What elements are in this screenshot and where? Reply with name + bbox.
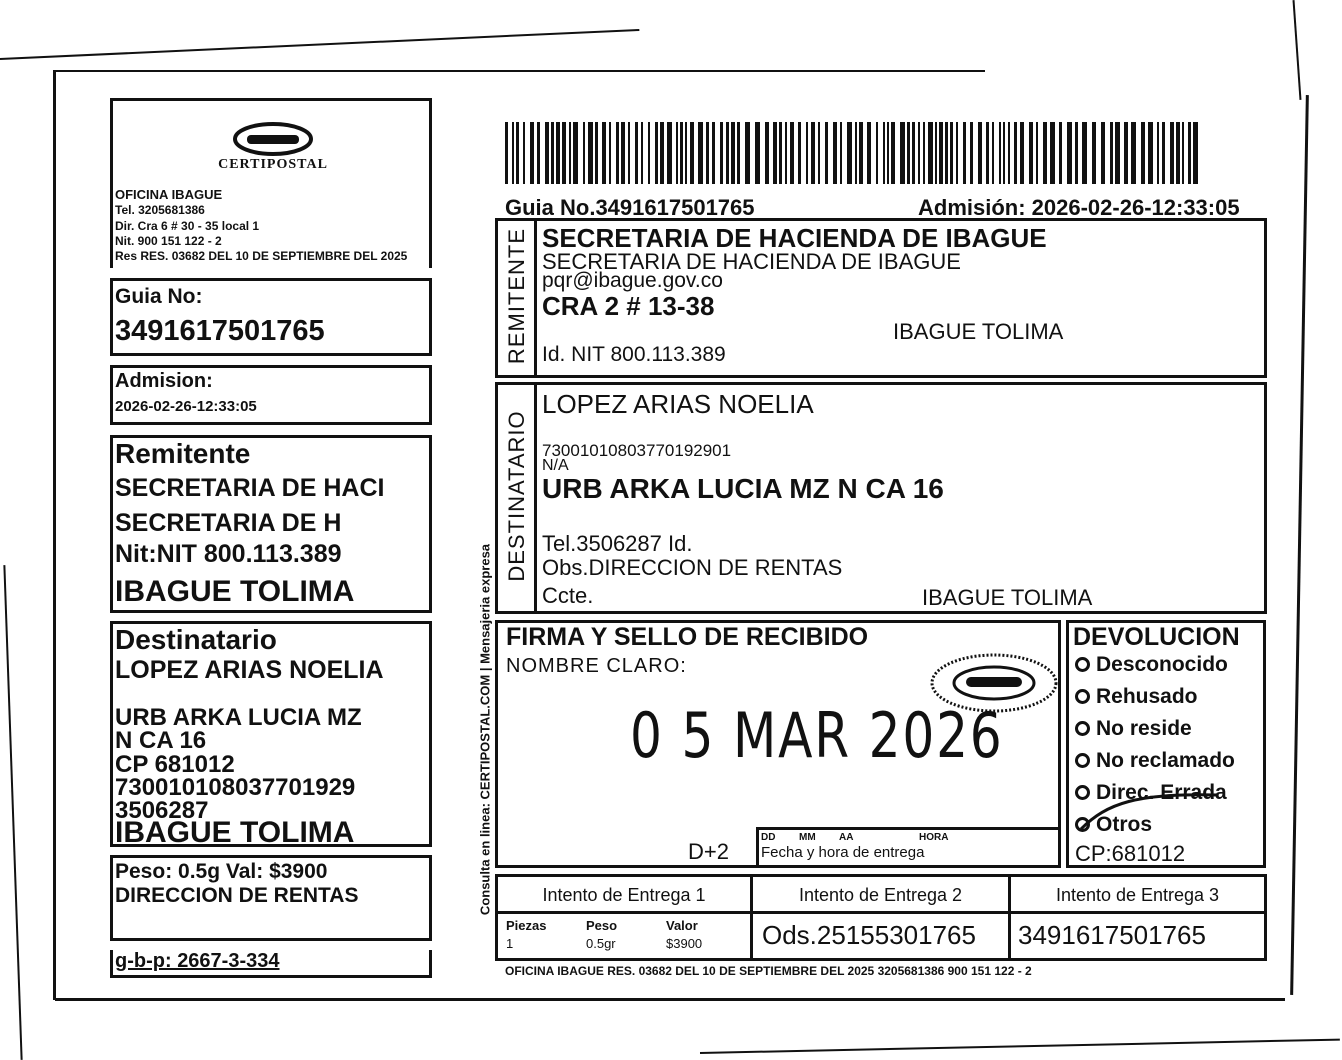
stamp-date: 0 5 MAR 2026: [630, 699, 1004, 772]
radio-circle-icon: [1075, 721, 1090, 736]
gbp-code: g-b-p: 2667-3-334: [115, 950, 280, 972]
barcode-bar: [978, 122, 982, 184]
barcode-bar: [573, 122, 578, 184]
rem-city: IBAGUE TOLIMA: [893, 319, 1064, 344]
barcode-bar: [551, 122, 554, 184]
barcode-bar: [1157, 122, 1159, 184]
rem-name: SECRETARIA DE HACIENDA DE IBAGUE: [542, 223, 1047, 253]
remitente-tab: REMITENTE: [504, 227, 529, 365]
barcode-bar: [779, 122, 782, 184]
piezas-value: 1: [506, 936, 514, 951]
barcode-bar: [602, 122, 606, 184]
barcode-bar: [712, 122, 715, 184]
intento-3: Intento de Entrega 3: [1055, 885, 1220, 905]
barcode-bar: [1101, 122, 1105, 184]
barcode-bar: [928, 122, 933, 184]
barcode-bar: [855, 122, 857, 184]
dest-name: LOPEZ ARIAS NOELIA: [115, 656, 384, 684]
left-remitente-box: [110, 435, 432, 613]
left-admision-box: [110, 365, 432, 425]
barcode-bar: [907, 122, 910, 184]
barcode-bar: [811, 122, 815, 184]
dest-name-right: LOPEZ ARIAS NOELIA: [542, 389, 814, 419]
barcode-bar: [1059, 122, 1062, 184]
fecha-label: Fecha y hora de entrega: [761, 844, 925, 861]
office-tel: Tel. 3205681386: [115, 203, 205, 217]
barcode-bar: [648, 122, 650, 184]
barcode-bar: [1029, 122, 1033, 184]
destinatario-box: [495, 382, 1267, 614]
date-mm-label: MM: [799, 832, 816, 843]
dest-addr2: N CA 16: [115, 727, 207, 754]
barcode-bar: [1110, 122, 1113, 184]
barcode-bar: [595, 122, 598, 184]
barcode-bar: [545, 122, 549, 184]
barcode-bar: [859, 122, 863, 184]
d-plus-2: D+2: [688, 839, 729, 864]
date-hora-label: HORA: [919, 832, 949, 843]
scan-edge-top: [0, 29, 639, 60]
devolucion-option[interactable]: Desconocido: [1075, 653, 1228, 677]
barcode-bar: [939, 122, 943, 184]
barcode-bar: [720, 122, 723, 184]
devolucion-option[interactable]: No reside: [1075, 717, 1192, 741]
office-res: Res RES. 03682 DEL 10 DE SEPTIEMBRE DEL 2025: [115, 249, 408, 263]
left-gbp-box: [110, 950, 432, 978]
barcode-bar: [1193, 122, 1198, 184]
barcode-bar: [956, 122, 958, 184]
piezas-label: Piezas: [506, 918, 547, 933]
remitente-line2: SECRETARIA DE H: [115, 509, 342, 537]
barcode-bar: [680, 122, 683, 184]
radio-circle-icon: [1075, 753, 1090, 768]
scan-edge-left2: [3, 565, 22, 1060]
barcode-bar: [556, 122, 560, 184]
side-consulta-text: Consulta en linea: CERTIPOSTAL.COM | Mensajeria expresa: [477, 543, 493, 916]
dest-addr1: URB ARKA LUCIA MZ: [115, 704, 362, 731]
barcode-bar: [1082, 122, 1087, 184]
dest-code-right: 73001010803770192901: [542, 441, 732, 460]
office-nit: Nit. 900 151 122 - 2: [115, 234, 222, 248]
barcode-bar: [1176, 122, 1180, 184]
barcode-bar: [883, 122, 885, 184]
admision-date: 2026-02-26-12:33:05: [115, 398, 257, 415]
barcode-bar: [840, 122, 842, 184]
intento-1: Intento de Entrega 1: [542, 885, 706, 905]
scan-edge-bottom: [55, 998, 1285, 1001]
barcode-bar: [685, 122, 687, 184]
barcode-bar: [505, 122, 508, 184]
barcode-bar: [523, 122, 525, 184]
firma-title: FIRMA Y SELLO DE RECIBIDO: [506, 623, 869, 651]
barcode-bar: [1043, 122, 1047, 184]
barcode-bar: [945, 122, 948, 184]
barcode-bar: [1020, 122, 1024, 184]
barcode-bar: [726, 122, 729, 184]
remitente-line1: SECRETARIA DE HACI: [115, 474, 385, 502]
barcode-bar: [628, 122, 630, 184]
dest-city: IBAGUE TOLIMA: [115, 816, 355, 849]
barcode-bar: [1131, 122, 1136, 184]
dest-ccte: Ccte.: [542, 583, 594, 608]
barcode-bar: [755, 122, 760, 184]
dest-obs-right: Obs.DIRECCION DE RENTAS: [542, 555, 843, 580]
date-aa-label: AA: [839, 832, 854, 843]
barcode-bar: [512, 122, 514, 184]
barcode-bar: [1014, 122, 1017, 184]
devolucion-box: [1066, 620, 1266, 868]
barcode-bar: [745, 122, 750, 184]
remitente-city: IBAGUE TOLIMA: [115, 575, 355, 608]
barcode-bar: [676, 122, 678, 184]
devolucion-title: DEVOLUCION: [1073, 623, 1240, 651]
barcode-bar: [765, 122, 769, 184]
barcode-bar: [950, 122, 953, 184]
barcode-bar: [1124, 122, 1128, 184]
firma-box: [495, 620, 1061, 868]
dest-code: 73001010803770192​9: [115, 774, 356, 801]
rem-addr: CRA 2 # 13-38: [542, 291, 715, 321]
remitente-nit: Nit:NIT 800.113.389: [115, 540, 342, 568]
barcode-bar: [1050, 122, 1055, 184]
rem-name2: SECRETARIA DE HACIENDA DE IBAGUE: [542, 249, 961, 274]
barcode-bar: [790, 122, 794, 184]
barcode-bar: [1115, 122, 1120, 184]
admision-line: Admisión: 2026-02-26-12:33:05: [918, 195, 1240, 220]
scan-edge-top2: [55, 70, 985, 72]
barcode-bar: [530, 122, 534, 184]
cp-code: CP:681012: [1075, 841, 1186, 866]
radio-circle-icon: [1075, 657, 1090, 672]
barcode-bar: [698, 122, 703, 184]
barcode-bar: [706, 122, 709, 184]
barcode-bar: [963, 122, 966, 184]
dest-tel: 3506287: [115, 797, 209, 824]
barcode: [505, 122, 1205, 184]
barcode-bar: [867, 122, 871, 184]
admision-label: Admision:: [115, 370, 213, 392]
barcode-bar: [731, 122, 735, 184]
devolucion-option[interactable]: No reclamado: [1075, 749, 1235, 773]
left-header-box: [110, 98, 432, 268]
barcode-bar: [1075, 122, 1078, 184]
barcode-bar: [935, 122, 937, 184]
info-row: [495, 911, 1267, 961]
barcode-bar: [583, 122, 585, 184]
barcode-bar: [1036, 122, 1038, 184]
footer-line: OFICINA IBAGUE RES. 03682 DEL 10 DE SEPTIEMBRE DEL 2025 3205681386 900 151 122 - 2: [505, 964, 1032, 978]
barcode-bar: [918, 122, 920, 184]
barcode-bar: [616, 122, 619, 184]
barcode-bar: [667, 122, 672, 184]
barcode-bar: [635, 122, 638, 184]
barcode-bar: [912, 122, 915, 184]
barcode-bar: [1188, 122, 1191, 184]
left-destinatario-box: [110, 621, 432, 847]
barcode-bar: [986, 122, 989, 184]
intento-2: Intento de Entrega 2: [798, 885, 963, 905]
office-name: OFICINA IBAGUE: [115, 187, 223, 202]
left-guia-box: [110, 278, 432, 356]
barcode-bar: [562, 122, 566, 184]
barcode-bar: [887, 122, 889, 184]
guia-bottom: 3491617501765: [1018, 920, 1206, 950]
scan-edge-left: [53, 70, 56, 1000]
dest-na: N/A: [542, 457, 569, 474]
barcode-bar: [621, 122, 625, 184]
radio-circle-icon: [1075, 689, 1090, 704]
barcode-bar: [1067, 122, 1072, 184]
devolucion-option[interactable]: Rehusado: [1075, 685, 1198, 709]
rem-id: Id. NIT 800.113.389: [542, 343, 726, 366]
barcode-bar: [818, 122, 820, 184]
barcode-bar: [1008, 122, 1010, 184]
logo-text: CERTIPOSTAL: [218, 157, 328, 172]
barcode-bar: [588, 122, 593, 184]
valor-label: Valor: [666, 918, 698, 933]
date-dd-label: DD: [761, 832, 776, 843]
date-field-box: [756, 827, 1060, 865]
observacion: DIRECCION DE RENTAS: [115, 884, 359, 907]
barcode-bar: [1141, 122, 1145, 184]
pen-mark: [1077, 773, 1227, 833]
barcode-bar: [737, 122, 740, 184]
barcode-bar: [999, 122, 1001, 184]
destinatario-tab: DESTINATARIO: [504, 410, 529, 582]
remitente-label: Remitente: [115, 438, 251, 469]
barcode-bar: [1182, 122, 1184, 184]
barcode-bar: [537, 122, 540, 184]
dest-addr-right: URB ARKA LUCIA MZ N CA 16: [542, 473, 944, 504]
guia-number: 3491617501765: [115, 315, 325, 347]
barcode-bar: [609, 122, 611, 184]
peso-value: 0.5gr: [586, 936, 616, 951]
barcode-bar: [923, 122, 925, 184]
ods-number: Ods.25155301765: [762, 920, 976, 950]
devolucion-option[interactable]: Otros: [1075, 813, 1152, 837]
left-peso-box: [110, 855, 432, 941]
barcode-bar: [1003, 122, 1005, 184]
guia-label: Guia No:: [115, 285, 203, 308]
barcode-bar: [833, 122, 837, 184]
barcode-bar: [825, 122, 828, 184]
scan-edge-bottom2: [700, 1039, 1340, 1054]
barcode-bar: [1162, 122, 1165, 184]
barcode-bar: [773, 122, 777, 184]
barcode-bar: [1170, 122, 1174, 184]
barcode-bar: [992, 122, 994, 184]
valor-value: $3900: [666, 936, 703, 951]
remitente-box: [495, 218, 1267, 378]
barcode-bar: [690, 122, 694, 184]
barcode-bar: [900, 122, 905, 184]
barcode-bar: [806, 122, 808, 184]
barcode-bar: [641, 122, 643, 184]
guia-line: Guia No.3491617501765: [505, 195, 755, 220]
barcode-bar: [847, 122, 852, 184]
nombre-claro: NOMBRE CLARO:: [506, 655, 687, 677]
barcode-bar: [655, 122, 658, 184]
scan-edge-right: [1290, 95, 1309, 995]
barcode-bar: [516, 122, 519, 184]
barcode-bar: [569, 122, 571, 184]
rem-email: pqr@ibague.gov.co: [542, 269, 723, 292]
barcode-bar: [660, 122, 664, 184]
barcode-bar: [970, 122, 973, 184]
peso-label: Peso: [586, 918, 618, 933]
destinatario-label: Destinatario: [115, 624, 277, 655]
barcode-bar: [891, 122, 895, 184]
office-dir: Dir. Cra 6 # 30 - 35 local 1: [115, 219, 260, 233]
dest-tel-right: Tel.3506287 Id.: [542, 531, 693, 556]
devolucion-option[interactable]: Direc. Errada: [1075, 781, 1227, 805]
barcode-bar: [1148, 122, 1153, 184]
barcode-bar: [876, 122, 878, 184]
barcode-bar: [1092, 122, 1096, 184]
intento-row: [495, 874, 1267, 914]
dest-city-right: IBAGUE TOLIMA: [922, 585, 1093, 610]
dest-cp: CP 681012: [115, 751, 235, 778]
peso-valor: Peso: 0.5g Val: $3900: [115, 860, 328, 883]
scan-edge-right2: [1293, 0, 1302, 100]
barcode-bar: [798, 122, 801, 184]
barcode-bar: [785, 122, 787, 184]
